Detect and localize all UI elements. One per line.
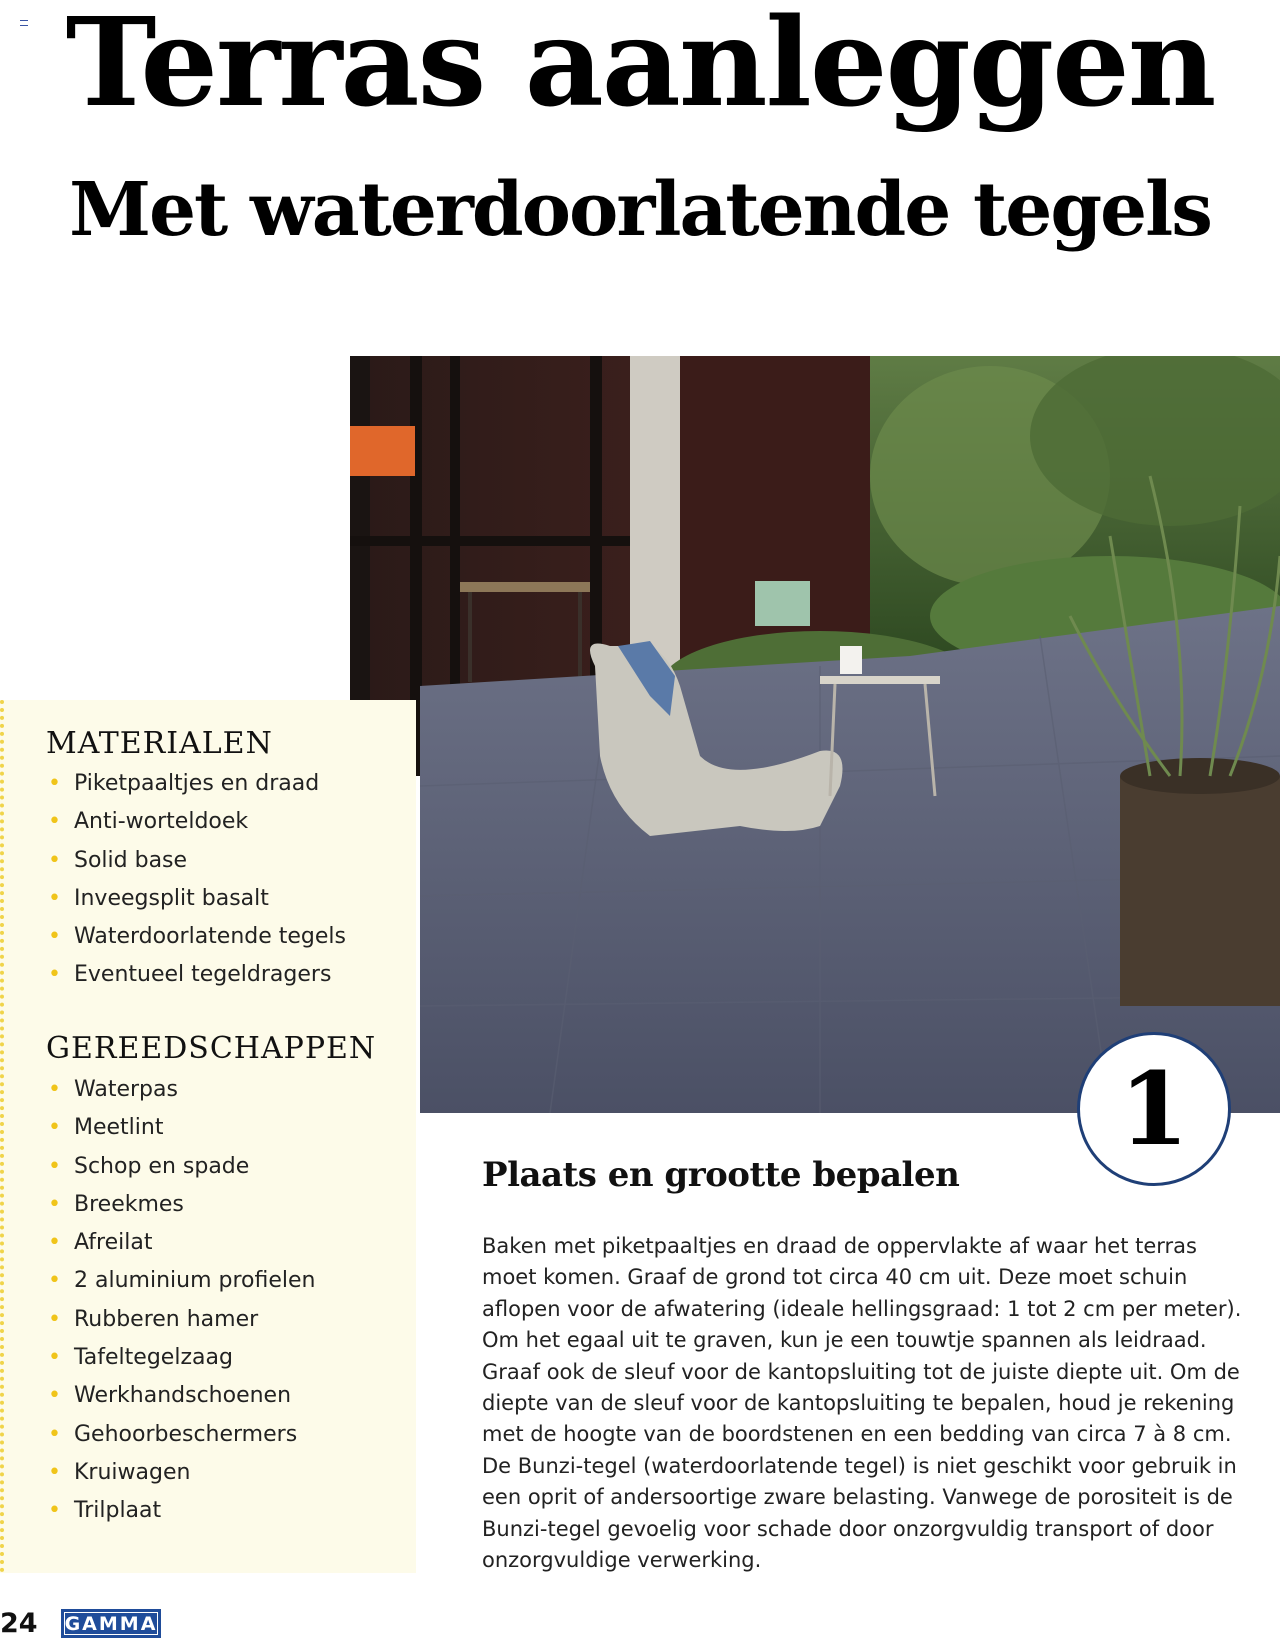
list-item: • Tafeltegelzaag [46,1339,315,1377]
step-body-line: De Bunzi-tegel (waterdoorlatende tegel) is niet geschikt voor gebruik in [482,1453,1237,1478]
list-item: • Inveegsplit basalt [46,880,346,918]
step-body-line: diepte van de sleuf voor de kantopsluiting te bepalen, houd je rekening [482,1391,1235,1416]
step-body-line: een oprit of andersoortige zware belasting. Vanwege de porositeit is de [482,1485,1233,1510]
step-body-line: moet komen. Graaf de grond tot circa 40 cm uit. Deze moet schuin [482,1265,1188,1290]
step-body-line: aflopen voor de afwatering (ideale hellingsgraad: 1 tot 2 cm per meter). [482,1296,1242,1321]
step-body-line: Om het egaal uit te graven, kun je een touwtje spannen als leidraad. [482,1328,1207,1353]
list-item: • Piketpaaltjes en draad [46,765,346,803]
step-body-line: Graaf ook de sleuf voor de kantopsluiting tot de juiste diepte uit. Om de [482,1359,1240,1384]
list-item: • Gehoorbeschermers [46,1416,315,1454]
materials-list [46,765,346,995]
list-item: • Waterdoorlatende tegels [46,918,346,956]
step-body-line: Bunzi-tegel gevoelig voor schade door onzorgvuldig transport of door [482,1516,1214,1541]
list-item: • Trilplaat [46,1492,315,1530]
step-body [482,1231,1280,1576]
step-number-badge: 1 [1077,1032,1231,1186]
step-body-line: onzorgvuldige verwerking. [482,1548,762,1573]
list-item: • Kruiwagen [46,1454,315,1492]
list-item: • Rubberen hamer [46,1301,315,1339]
step-title: Plaats en grootte bepalen [482,1155,960,1195]
list-item: • Werkhandschoenen [46,1377,315,1415]
tools-list [46,1071,315,1531]
list-item: • Meetlint [46,1109,315,1147]
step-body-line: Baken met piketpaaltjes en draad de oppervlakte af waar het terras [482,1234,1197,1258]
step-body-line: met de hoogte van de boordstenen en een bedding van circa 7 à 8 cm. [482,1422,1232,1447]
page-subtitle: Met waterdoorlatende tegels [69,167,1211,253]
list-item: • Schop en spade [46,1148,315,1186]
terrace-photo [350,356,1280,1113]
materials-tools-panel [0,700,416,1573]
list-item: • Eventueel tegeldragers [46,956,346,994]
list-item: • Breekmes [46,1186,315,1224]
gamma-logo: GAMMA [61,1609,161,1638]
page-title: Terras aanleggen [65,0,1215,134]
list-item: • Solid base [46,842,346,880]
list-item: • Anti-worteldoek [46,803,346,841]
materials-heading: MATERIALEN [46,726,273,761]
tools-heading: GEREEDSCHAPPEN [46,1031,377,1066]
list-item: • 2 aluminium profielen [46,1262,315,1300]
page-number: 24 [0,1608,38,1639]
list-item: • Afreilat [46,1224,315,1262]
list-item: • Waterpas [46,1071,315,1109]
